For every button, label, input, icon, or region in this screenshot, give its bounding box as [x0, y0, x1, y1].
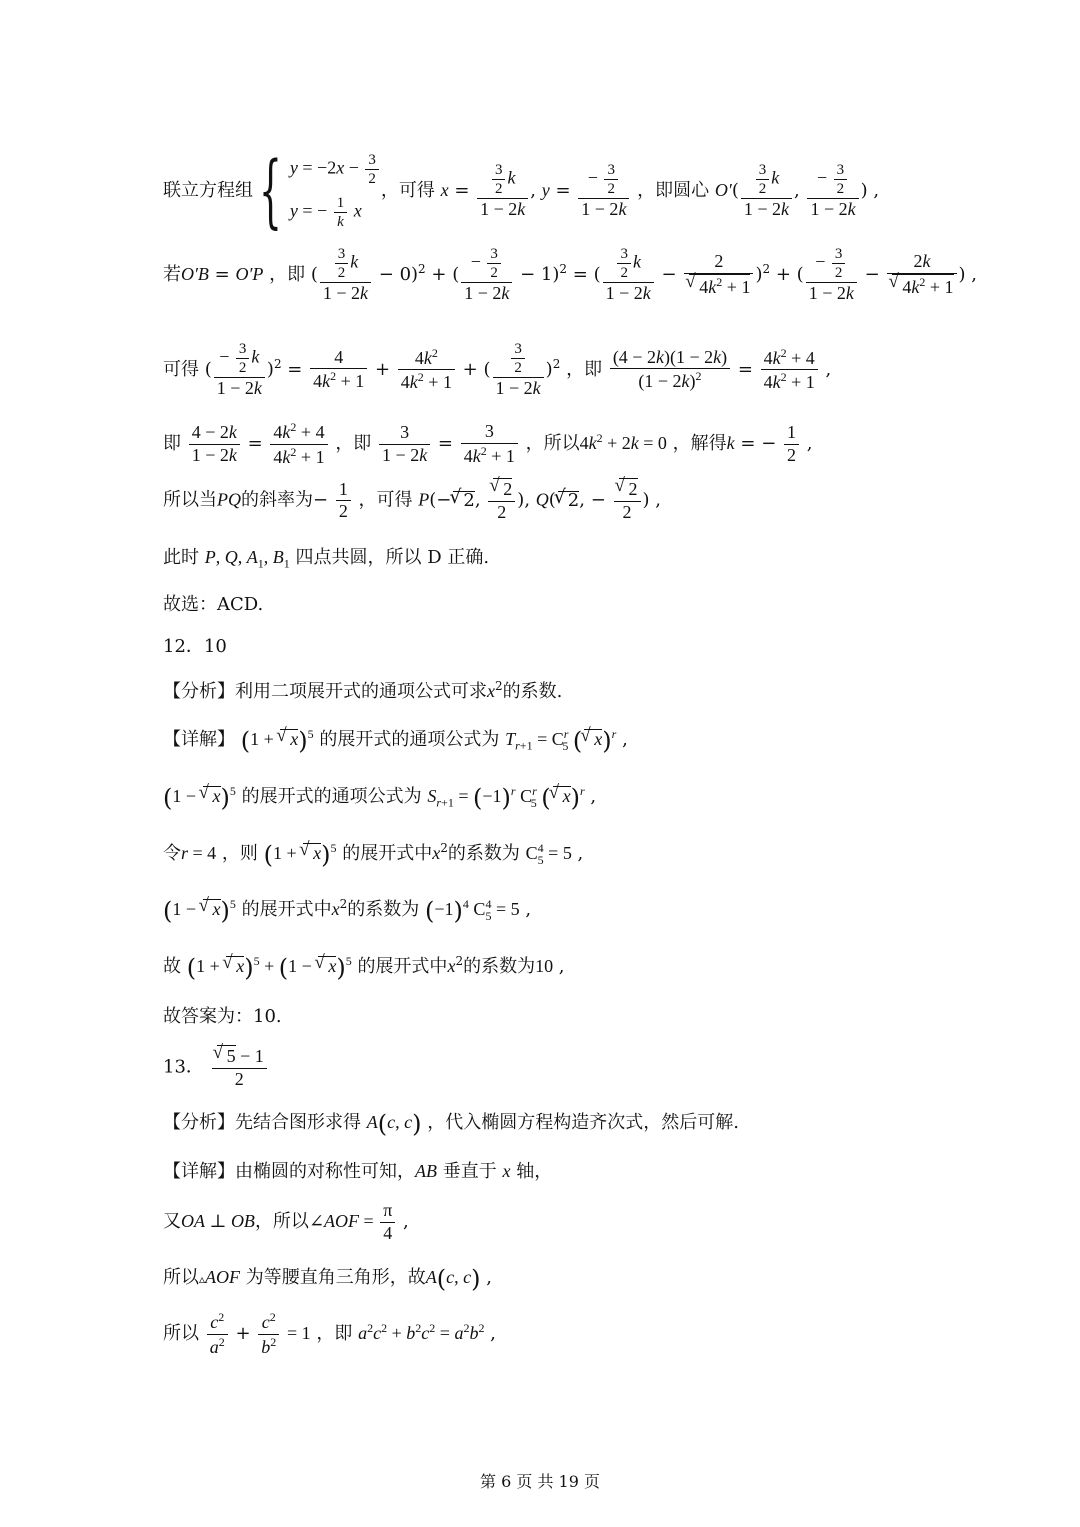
text: 的展开式中	[357, 956, 448, 977]
text: 所以当	[163, 489, 217, 511]
text: ，即	[316, 1323, 353, 1345]
text: 所以	[163, 1323, 199, 1345]
text: ，可得	[358, 489, 413, 511]
text: 此时	[163, 547, 199, 568]
text: 的斜率为	[241, 489, 313, 511]
brace: {	[258, 144, 282, 237]
line-slope: 所以当PQ的斜率为− $\frac{1}{2}$ ，可得 P(−√ 2, √ $\frac{2}{2}$ ), Q(√ 2, − √ $\frac{2}{2}$ ) ,	[163, 478, 661, 523]
detail-13-line3: 所以▵AOF 为等腰直角三角形，故A(c, c) ,	[163, 1265, 492, 1293]
text: 所以	[163, 1267, 199, 1289]
text: 【分析】先结合图形求得	[163, 1112, 361, 1134]
text: 13．	[163, 1056, 204, 1078]
text: 的展开式的通项公式为	[319, 729, 500, 750]
detail-12-line5: 故 (1 + √ x)$^5$ + (1 − √ x)$^5$ 的展开式中$x^2$的系数为10 ,	[163, 955, 565, 980]
text: 即	[163, 433, 181, 455]
analysis-12: 【分析】利用二项展开式的通项公式可求$x^2$的系数.	[163, 679, 563, 702]
text: ，即	[269, 263, 306, 285]
text: 为等腰直角三角形，故	[245, 1267, 426, 1289]
line-system: 联立方程组{ y = −2x − $\frac{3}{2}$ y = − $\frac{1}{k}$ x ，可得 x = $\frac{3}{2}$ k 1 − 2k , y = − $\frac{3}{2}$ 1 − 2k ，即圆心 O′( $\frac{3}{2}$ k 1 − 2k , − $\frac{3}{2}$ 1 − 2k ) ,	[163, 144, 880, 237]
question-12-answer: 12．10	[163, 636, 227, 657]
line-solve-k: 即 $\frac{4 - 2k}{1 - 2k}$ = $\frac{4k^2 + 4}{4k^2 + 1}$ ，即 $\frac{3}{1 - 2k}$ = $\frac{3}{4k^2 + 1}$ ，所以$4k^2 + 2k = 0$ ，解得k = − $\frac{1}{2}$ ,	[163, 420, 813, 467]
text: ，解得	[672, 433, 727, 455]
text: 的展开式中	[241, 899, 332, 920]
text: ，即	[566, 358, 603, 380]
question-13-answer: 13． √ $\frac{5 - 1}{2}$	[163, 1045, 269, 1090]
answer-choice: 故选：ACD.	[163, 594, 264, 615]
text: 令	[163, 843, 181, 864]
answer-12: 故答案为：10.	[163, 1006, 282, 1027]
text: 又	[163, 1211, 181, 1233]
text: 可得	[163, 358, 199, 380]
text: ，即	[335, 433, 372, 455]
detail-13-line1: 【详解】由椭圆的对称性可知，AB 垂直于 x 轴，	[163, 1161, 553, 1182]
equation-system: y = −2x − $\frac{3}{2}$ y = − $\frac{1}{k}$ x	[290, 145, 381, 237]
detail-13-line4: 所以 $\frac{c^2}{a^2}$ + $\frac{c^2}{b^2}$ = 1 ，即 $a^2c^2 + b^2c^2 = a^2b^2$ ,	[163, 1310, 496, 1357]
text: 的系数.	[502, 681, 563, 702]
text: 【分析】利用二项展开式的通项公式可求	[163, 681, 487, 702]
line-concyclic: 此时 P, Q, $A_1$, $B_1$ 四点共圆，所以 D 正确.	[163, 547, 490, 571]
text: ，则	[221, 843, 258, 864]
detail-12-line2: (1 − √ x)$^5$ 的展开式的通项公式为 $S_{r+1} = (-1)^r$ $C^r_5$ (√ x)$^r$ ,	[163, 785, 596, 810]
text: 垂直于	[442, 1161, 497, 1182]
text: ，即圆心	[637, 180, 710, 201]
detail-12-line4: (1 − √ x)$^5$ 的展开式中$x^2$的系数为 $(-1)^4$ $C^4_5 = 5$ ,	[163, 898, 531, 923]
text: 联立方程组	[163, 180, 253, 201]
text: 的展开式的通项公式为	[241, 786, 422, 807]
text: ，所以	[525, 433, 580, 455]
text: 的展开式中	[342, 843, 433, 864]
detail-12-line1: 【详解】 (1 + √ x)$^5$ 的展开式的通项公式为 $T_{r+1} = C^r_5$ (√ x)$^r$ ,	[163, 728, 628, 753]
detail-12-line3: 令r = 4 ，则 (1 + √ x)$^5$ 的展开式中$x^2$的系数为 $C^4_5 = 5$ ,	[163, 842, 583, 867]
text: 的系数为	[447, 843, 520, 864]
text: 四点共圆，所以 D 正确.	[295, 547, 490, 568]
page-footer: 第 6 页 共 19 页	[480, 1472, 600, 1491]
text: 【详解】	[163, 729, 235, 750]
detail-13-line2: 又OA ⊥ OB，所以∠AOF = $\frac{\pi}{4}$ ,	[163, 1200, 409, 1243]
text: ，可得	[380, 180, 435, 201]
text: ，所以	[254, 1211, 309, 1233]
text: ，代入椭圆方程构造齐次式，然后可解.	[427, 1112, 739, 1134]
text: 故	[163, 956, 181, 977]
analysis-13: 【分析】先结合图形求得 A(c, c) ，代入椭圆方程构造齐次式，然后可解.	[163, 1110, 739, 1138]
text: 的系数为	[463, 956, 536, 977]
text: 的系数为	[347, 899, 420, 920]
line-derive: 可得 ( − $\frac{3}{2}$ k 1 − 2k )$^2$ = $\frac{4}{4k^2 + 1}$ + $\frac{4k^2}{4k^2 + 1}$ + ( $\frac{\frac{3}{2}}{1 - 2k}$ )$^2$ ，即 $\frac{(4 - 2k)(1 - 2k)}{(1 - 2k)^2}$ = $\frac{4k^2 + 4}{4k^2 + 1}$ ,	[163, 341, 832, 398]
text: 轴，	[516, 1161, 553, 1182]
line-equal-distance: 若O′B = O′P ，即 ( $\frac{3}{2}$ k 1 − 2k − 0)$^2$ + ( − $\frac{3}{2}$ 1 − 2k − 1)$^2$ = ( $\frac{3}{2}$ k 1 − 2k − 2 √ $4k^2 + 1$ )$^2$ + ( − $\frac{3}{2}$ 1 − 2k − 2k √ $4k^2 + 1$ ) ,	[163, 245, 977, 305]
text: 若	[163, 263, 181, 285]
text: 【详解】由椭圆的对称性可知，	[163, 1161, 415, 1182]
